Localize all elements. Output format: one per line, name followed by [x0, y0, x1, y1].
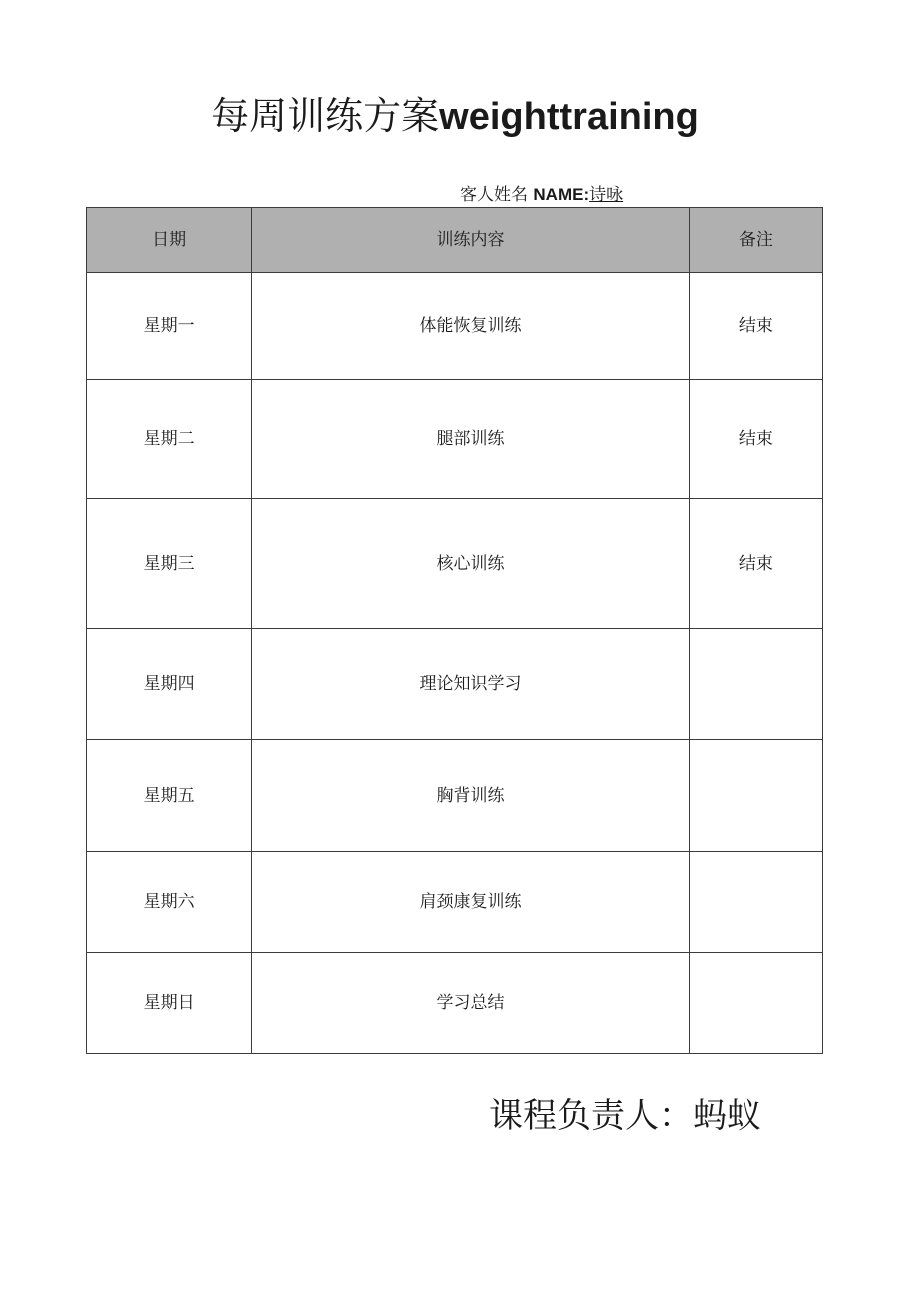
day-cell: 星期五	[87, 740, 252, 852]
table-row	[87, 740, 823, 852]
note-cell	[689, 953, 822, 1054]
content-cell: 胸背训练	[252, 740, 690, 852]
table-row	[87, 629, 823, 740]
note-cell	[689, 852, 822, 953]
content-cell: 腿部训练	[252, 380, 690, 499]
day-cell: 星期三	[87, 499, 252, 629]
content-cell: 肩颈康复训练	[252, 852, 690, 953]
header-date: 日期	[87, 208, 252, 273]
note-cell: 结束	[689, 380, 822, 499]
client-label-chinese: 客人姓名	[460, 185, 528, 205]
day-cell: 星期日	[87, 953, 252, 1054]
table-row	[87, 273, 823, 380]
weekly-plan-table	[86, 207, 823, 1054]
title-english: weighttraining	[439, 96, 699, 138]
day-cell: 星期六	[87, 852, 252, 953]
content-cell: 核心训练	[252, 499, 690, 629]
content-cell: 学习总结	[252, 953, 690, 1054]
table-header-row	[87, 208, 823, 273]
header-note: 备注	[689, 208, 822, 273]
header-content: 训练内容	[252, 208, 690, 273]
day-cell: 星期一	[87, 273, 252, 380]
note-cell: 结束	[689, 273, 822, 380]
course-owner-line	[489, 1092, 761, 1140]
course-owner-name: 蚂蚁	[693, 1096, 761, 1136]
title-chinese: 每周训练方案	[211, 94, 440, 138]
table-row	[87, 852, 823, 953]
table-row	[87, 380, 823, 499]
note-cell	[689, 629, 822, 740]
client-name-line	[460, 183, 623, 207]
course-owner-label: 课程负责人：	[489, 1096, 693, 1136]
table-row	[87, 499, 823, 629]
content-cell: 理论知识学习	[252, 629, 690, 740]
page-title	[0, 90, 910, 143]
note-cell: 结束	[689, 499, 822, 629]
note-cell	[689, 740, 822, 852]
table-row	[87, 953, 823, 1054]
content-cell: 体能恢复训练	[252, 273, 690, 380]
day-cell: 星期四	[87, 629, 252, 740]
client-name-value: 诗咏	[589, 185, 624, 205]
client-label-english: NAME:	[533, 185, 590, 204]
day-cell: 星期二	[87, 380, 252, 499]
